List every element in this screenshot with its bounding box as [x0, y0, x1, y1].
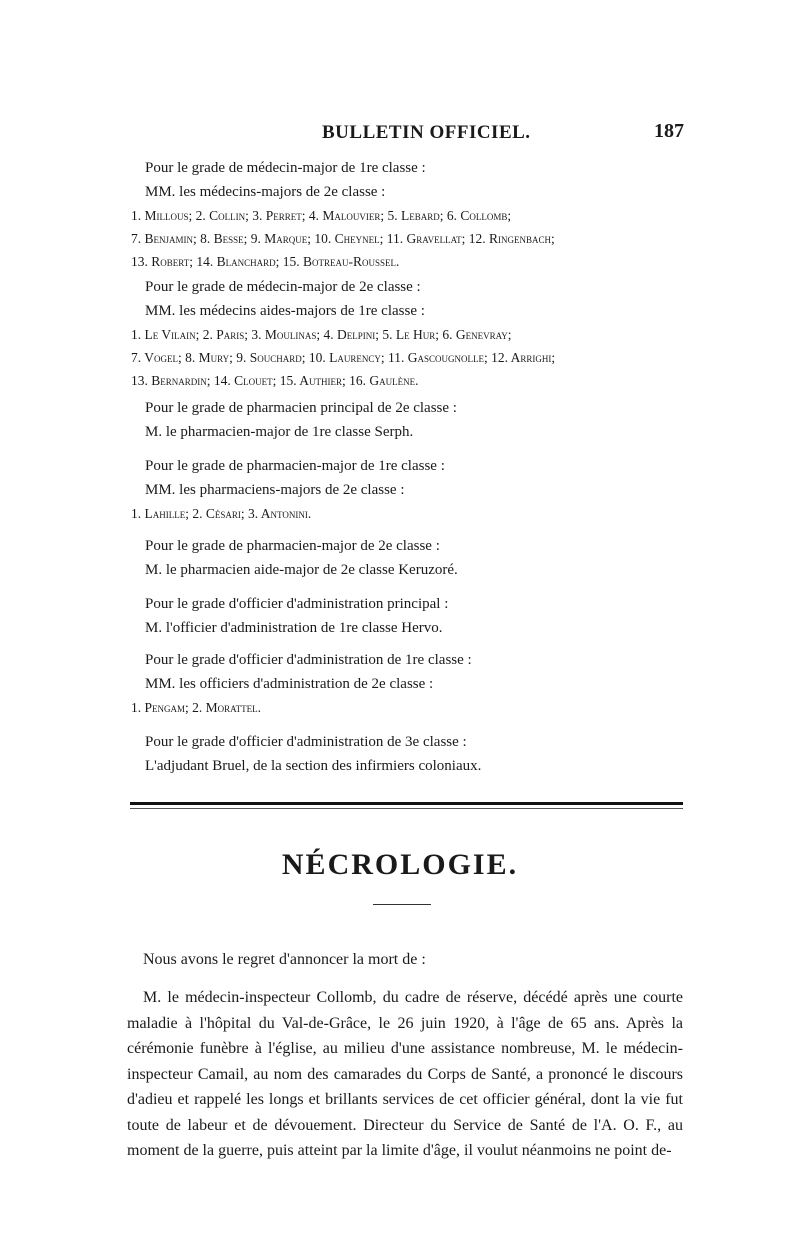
promotion-candidates: L'adjudant Bruel, de la section des infirmiers coloniaux. [145, 758, 482, 774]
promotion-names: 1. Lahille; 2. Césari; 3. Antonini. [131, 506, 312, 521]
promotion-candidates: MM. les officiers d'administration de 2e classe : [145, 676, 434, 692]
promotion-intro: Pour le grade de pharmacien-major de 2e classe : [145, 538, 440, 554]
promotion-intro: Pour le grade de pharmacien principal de 2e classe : [145, 400, 457, 416]
promotion-names: 1. Millous; 2. Collin; 3. Perret; 4. Malouvier; 5. Lebard; 6. Collomb; [131, 208, 512, 223]
obituary-intro: Nous avons le regret d'annoncer la mort de : [143, 951, 426, 968]
section-title: NÉCROLOGIE. [281, 848, 519, 881]
page-number: 187 [654, 120, 684, 142]
promotion-candidates: M. le pharmacien-major de 1re classe Serph. [145, 424, 414, 440]
promotion-intro: Pour le grade de médecin-major de 1re classe : [145, 160, 426, 176]
promotion-names: 1. Le Vilain; 2. Paris; 3. Moulinas; 4. Delpini; 5. Le Hur; 6. Genevray; [131, 327, 512, 342]
promotion-candidates: M. le pharmacien aide-major de 2e classe Keruzoré. [145, 562, 458, 578]
promotion-names: 13. Bernardin; 14. Clouet; 15. Authier; 16. Gaulène. [131, 373, 419, 388]
promotion-block [131, 592, 689, 640]
running-title: BULLETIN OFFICIEL. [322, 122, 531, 143]
section-divider [130, 802, 683, 805]
title-underline [373, 904, 431, 905]
promotion-candidates: MM. les médecins-majors de 2e classe : [145, 184, 386, 200]
obituary-body: M. le médecin-inspecteur Collomb, du cadre de réserve, décédé après une courte maladie à l'hôpital du Val-de-Grâce, le 26 juin 1920, à l'âge de 65 ans. Après la cérémonie funèbre à l'église, au milieu d'une assistance nombreuse, M. le médecin-inspecteur Camail, au nom des camarades du Corps de Santé, a prononcé le discours d'adieu et rappelé les longs et brillants services de cet officier général, dont la vie fut toute de labeur et de dévouement. Directeur du Service de Santé de l'A. O. F., au moment de la guerre, puis atteint par la limite d'âge, il voulut néanmoins ne point de- [127, 989, 683, 1159]
page-header [120, 118, 684, 148]
promotion-block [131, 730, 689, 778]
promotion-names: 7. Benjamin; 8. Besse; 9. Marque; 10. Cheynel; 11. Gravellat; 12. Ringenbach; [131, 231, 555, 246]
promotion-names: 7. Vogel; 8. Mury; 9. Souchard; 10. Laurency; 11. Gascougnolle; 12. Arrighi; [131, 350, 556, 365]
section-divider-thin [130, 808, 683, 809]
promotion-intro: Pour le grade de médecin-major de 2e classe : [145, 279, 421, 295]
promotion-intro: Pour le grade d'officier d'administration de 3e classe : [145, 734, 467, 750]
promotion-candidates: MM. les médecins aides-majors de 1re classe : [145, 303, 425, 319]
promotion-intro: Pour le grade d'officier d'administration principal : [145, 596, 449, 612]
promotion-block [131, 156, 689, 273]
promotion-block [131, 275, 689, 392]
promotion-names: 13. Robert; 14. Blanchard; 15. Botreau-Roussel. [131, 254, 400, 269]
promotion-block [131, 454, 689, 525]
promotion-block [131, 648, 689, 719]
promotion-names: 1. Pengam; 2. Morattel. [131, 700, 262, 715]
promotion-candidates: MM. les pharmaciens-majors de 2e classe : [145, 482, 405, 498]
promotion-block [131, 534, 689, 582]
promotion-block [131, 396, 689, 444]
promotion-candidates: M. l'officier d'administration de 1re classe Hervo. [145, 620, 443, 636]
promotion-intro: Pour le grade de pharmacien-major de 1re classe : [145, 458, 445, 474]
promotion-intro: Pour le grade d'officier d'administration de 1re classe : [145, 652, 472, 668]
